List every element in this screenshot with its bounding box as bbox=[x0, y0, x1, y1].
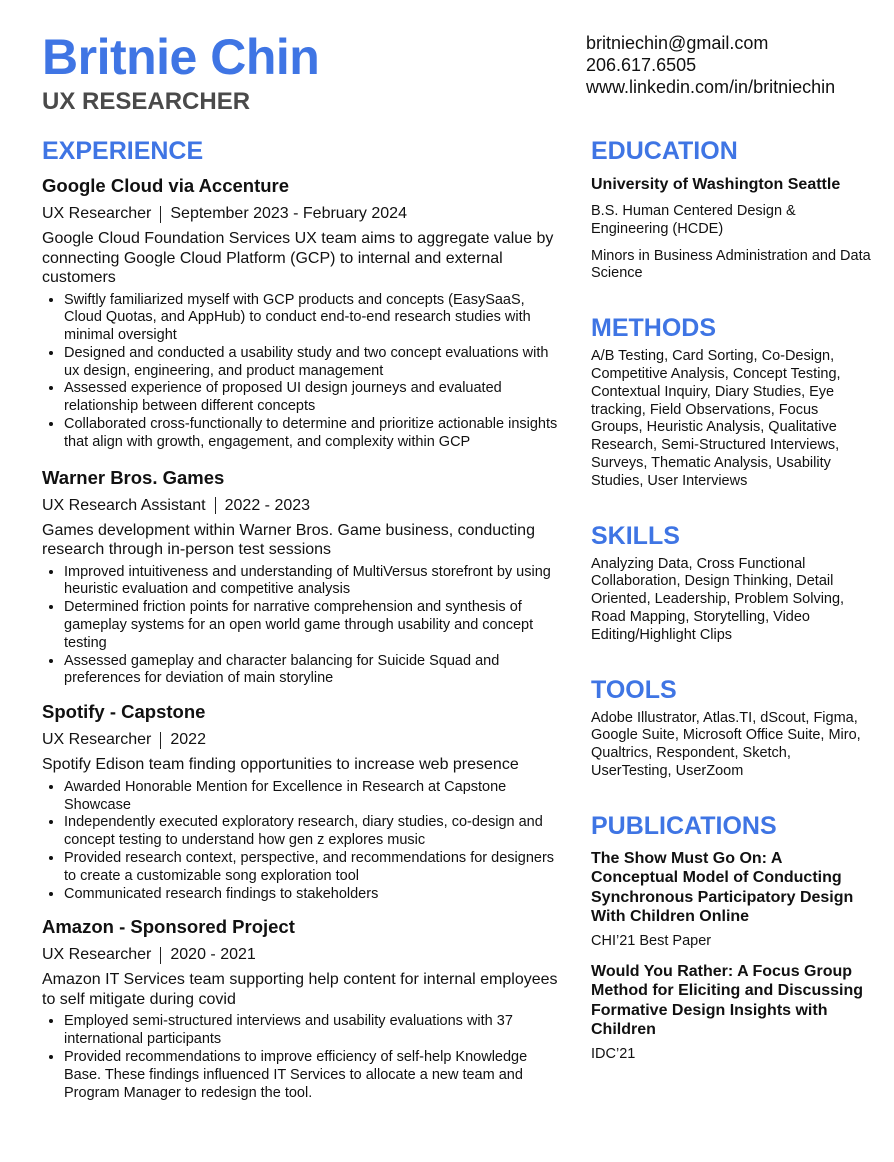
education-school: University of Washington Seattle bbox=[591, 176, 841, 193]
job-role: UX Researcher bbox=[42, 205, 152, 222]
separator bbox=[160, 206, 161, 223]
skills-section bbox=[591, 521, 871, 645]
bullet-item: • Collaborated cross-functionally to determine and prioritize actionable insights that align with growth, engagement, and complexity within GCP bbox=[64, 416, 562, 452]
separator bbox=[160, 947, 161, 964]
bullet-item: • Improved intuitiveness and understanding of MultiVersus storefront by using heuristic evaluation and competitive analysis bbox=[64, 564, 562, 600]
bullet-item: • Assessed experience of proposed UI design journeys and evaluated relationship between different concepts bbox=[64, 380, 562, 416]
job-company: Amazon - Sponsored Project bbox=[42, 916, 295, 938]
publications-section bbox=[591, 811, 871, 1063]
job-meta bbox=[42, 944, 562, 966]
job-role: UX Researcher bbox=[42, 946, 152, 964]
job-description: Amazon IT Services team supporting help content for internal employees to self mitigate during covid bbox=[42, 971, 558, 1008]
job-company: Google Cloud via Accenture bbox=[42, 175, 290, 196]
contact-block bbox=[586, 32, 886, 98]
candidate-name: Britnie Chin bbox=[42, 29, 320, 85]
tools-heading: TOOLS bbox=[591, 675, 677, 704]
education-minors: Minors in Business Administration and Data Science bbox=[591, 247, 871, 282]
bullet-item: • Designed and conducted a usability study and two concept evaluations with ux design, engineering, and product management bbox=[64, 345, 562, 381]
bullet-item: • Employed semi-structured interviews and usability evaluations with 37 international participants bbox=[64, 1013, 562, 1049]
publication-venue: CHI’21 Best Paper bbox=[591, 932, 712, 949]
publication-venue: IDC’21 bbox=[591, 1045, 636, 1062]
job-company: Spotify - Capstone bbox=[42, 701, 206, 723]
education-heading: EDUCATION bbox=[591, 137, 738, 165]
separator bbox=[160, 732, 161, 749]
publication-item bbox=[591, 849, 871, 950]
skills-list: Analyzing Data, Cross Functional Collaboration, Design Thinking, Detail Oriented, Leadership, Problem Solving, Road Mapping, Storytelling, Video Editing/Highlight Clips bbox=[591, 555, 845, 643]
publication-item bbox=[591, 962, 871, 1063]
job-description: Spotify Edison team finding opportunities to increase web presence bbox=[42, 756, 519, 774]
job-dates: 2020 - 2021 bbox=[170, 946, 256, 964]
bullet-item: • Determined friction points for narrative comprehension and synthesis of gameplay systems for an open world game through usability and concept testing bbox=[64, 599, 562, 652]
candidate-title: UX RESEARCHER bbox=[42, 88, 251, 115]
job-role: UX Researcher bbox=[42, 731, 152, 749]
job-bullets bbox=[42, 779, 562, 904]
methods-section bbox=[591, 313, 871, 490]
job-bullets bbox=[42, 292, 562, 452]
job-bullets bbox=[42, 1013, 562, 1102]
job-entry bbox=[42, 915, 562, 1102]
publications-heading: PUBLICATIONS bbox=[591, 811, 777, 840]
job-dates: September 2023 - February 2024 bbox=[170, 205, 407, 222]
sidebar-column bbox=[591, 136, 871, 1063]
methods-list: A/B Testing, Card Sorting, Co-Design, Competitive Analysis, Concept Testing, Contextual Inquiry, Diary Studies, Eye tracking, Field Observations, Focus Groups, Heuristic Analysis, Qualitative Research, Semi-Structured Interviews, Surveys, Thematic Analysis, Usability Studies, User Interviews bbox=[591, 348, 841, 489]
job-dates: 2022 bbox=[170, 731, 206, 749]
job-role: UX Research Assistant bbox=[42, 496, 206, 514]
job-meta bbox=[42, 729, 562, 751]
publication-title: Would You Rather: A Focus Group Method for Eliciting and Discussing Formative Design Insights with Children bbox=[591, 962, 864, 1039]
contact-phone[interactable]: 206.617.6505 bbox=[586, 55, 697, 75]
separator bbox=[215, 497, 216, 514]
job-dates: 2022 - 2023 bbox=[224, 496, 311, 514]
bullet-item: • Awarded Honorable Mention for Excellence in Research at Capstone Showcase bbox=[64, 779, 562, 815]
contact-linkedin[interactable]: www.linkedin.com/in/britniechin bbox=[586, 77, 836, 97]
bullet-item: • Provided research context, perspective, and recommendations for designers to create a customizable song exploration tool bbox=[64, 850, 562, 886]
publication-title: The Show Must Go On: A Conceptual Model of Conducting Synchronous Participatory Design With Children Online bbox=[591, 849, 854, 926]
bullet-item: • Communicated research findings to stakeholders bbox=[64, 886, 562, 904]
job-company: Warner Bros. Games bbox=[42, 466, 225, 488]
job-bullets bbox=[42, 564, 562, 689]
bullet-item: • Swiftly familiarized myself with GCP products and concepts (EasySaaS, Cloud Quotas, and AppHub) to conduct end-to-end research studies with minimal oversight bbox=[64, 292, 562, 345]
experience-heading: EXPERIENCE bbox=[42, 137, 204, 165]
skills-heading: SKILLS bbox=[591, 521, 680, 550]
bullet-item: • Provided recommendations to improve efficiency of self-help Knowledge Base. These findings influenced IT Services to allocate a new team and Program Manager to redesign the tool. bbox=[64, 1049, 562, 1102]
tools-list: Adobe Illustrator, Atlas.TI, dScout, Figma, Google Suite, Microsoft Office Suite, Miro, Qualtrics, Respondent, Sketch, UserTesting, UserZoom bbox=[591, 709, 861, 779]
education-degree: B.S. Human Centered Design & Engineering (HCDE) bbox=[591, 203, 796, 237]
job-entry bbox=[42, 700, 562, 903]
job-description: Google Cloud Foundation Services UX team aims to aggregate value by connecting Google Cloud Platform (GCP) to internal and external customers bbox=[42, 230, 554, 286]
job-meta bbox=[42, 203, 562, 225]
bullet-item: • Assessed gameplay and character balancing for Suicide Squad and preferences for deviation of main storyline bbox=[64, 653, 562, 689]
education-section bbox=[591, 136, 871, 283]
contact-email[interactable]: britniechin@gmail.com bbox=[586, 33, 769, 53]
job-entry bbox=[42, 174, 562, 452]
job-entry bbox=[42, 466, 562, 689]
methods-heading: METHODS bbox=[591, 314, 716, 343]
job-meta bbox=[42, 495, 562, 517]
experience-column bbox=[42, 136, 562, 1102]
tools-section bbox=[591, 675, 871, 781]
bullet-item: • Independently executed exploratory research, diary studies, co-design and concept testing to understand how gen z explores music bbox=[64, 814, 562, 850]
job-description: Games development within Warner Bros. Game business, conducting research through in-person test sessions bbox=[42, 521, 535, 559]
